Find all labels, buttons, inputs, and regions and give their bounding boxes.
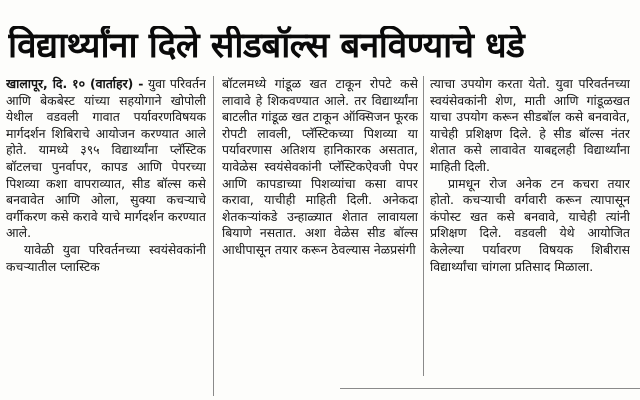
article-text: युवा परिवर्तन आणि बेकबेस्ट यांच्या सहयोगाने खोपोली येथील वडवली गावात पर्यावरणविषयक मार्गदर्शन शिबिराचे आयोजन करण्यात आले होते. यामध्ये ३९५ विद्यार्थ्यांना प्लॅस्टिक बॉटलचा पुनर्वापर, कापड आणि पेपरच्या पिशव्या कशा वापराव्यात, सीड बॉल्स कसे बनवावेत आणि ओला, सुक्या कचऱ्याचे वर्गीकरण कसे करावे याचे मार्गदर्शन करण्यात आले.: [6, 76, 206, 241]
headline: विद्यार्थ्यांना दिले सीडबॉल्स बनविण्याचे धडे: [8, 26, 525, 66]
article-paragraph: यावेळी युवा परिवर्तनच्या स्वयंसेवकांनी कचऱ्यातील प्लास्टिक: [6, 241, 206, 274]
article-column-2: [222, 76, 418, 394]
article-column-3: [430, 76, 630, 394]
article-paragraph: त्याचा उपयोग करता येतो. युवा परिवर्तनच्या स्वयंसेवकांनी शेण, माती आणि गांडूळखत याचा उपयोग करून सीडबॉल कसे बनवावेत, याचेही प्रशिक्षण दिले. हे सीड बॉल्स नंतर शेतात कसे लावावेत याबद्दलही विद्यार्थ्यांना माहिती दिली.: [430, 76, 630, 174]
dateline: खालापूर, दि. १० (वार्ताहर) -: [6, 76, 144, 91]
article-paragraph: प्रामधून रोज अनेक टन कचरा तयार होतो. कचऱ्याची वर्गवारी करून त्यापासून कंपोस्ट खत कसे बनवावे, याचेही त्यांनी प्रशिक्षण दिले. वडवली येथे आयोजित केलेल्या पर्यावरण विषयक शिबीरास विद्यार्थ्यांचा चांगला प्रतिसाद मिळाला.: [430, 175, 630, 274]
article-paragraph: बॉटलमध्ये गांडूळ खत टाकून रोपटे कसे लावावे हे शिकवण्यात आले. तर विद्यार्थ्यांना बाटलीत गांडूळ खत टाकून ऑक्सिजन फूरक रोपटी लावली, प्लॅस्टिकच्या पिशव्या या पर्यावरणास अतिशय हानिकारक असतात, यावेळेस स्वयंसेवकांनी प्लॅस्टिकऐवजी पेपर आणि कापडाच्या पिशव्यांचा कसा वापर करावा, याचीही माहिती दिली. अनेकदा शेतकऱ्यांकडे उन्हाळ्यात शेतात लावायला बियाणे नसतात. अशा वेळेस सीड बॉल्स आधीपासून तयार करून ठेवल्यास नेळप्रसंगी: [222, 76, 418, 257]
article-column-1: [6, 76, 206, 394]
column-divider: [213, 76, 214, 396]
column-divider: [423, 76, 424, 376]
article-paragraph: [6, 76, 206, 242]
bottom-rule: [340, 388, 640, 389]
